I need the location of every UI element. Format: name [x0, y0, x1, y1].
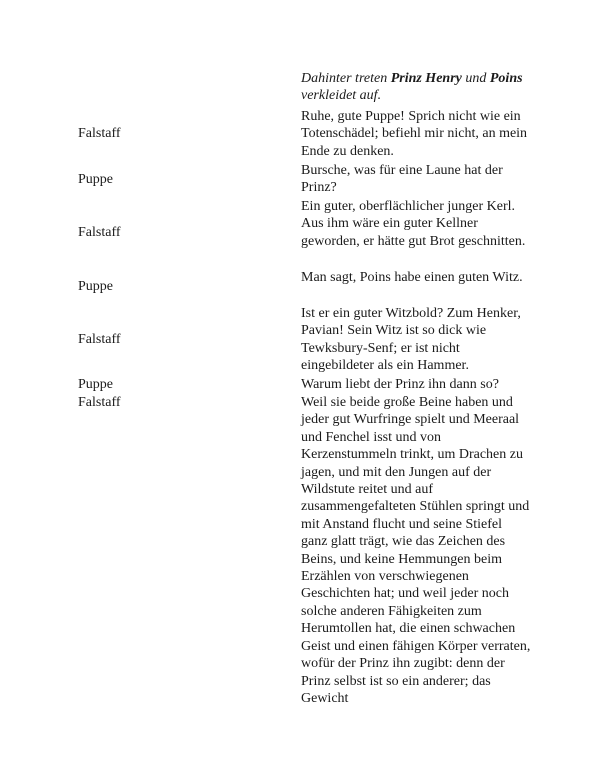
- speech-text: Weil sie beide große Beine haben und jeder gut Wurfringe spielt und Meeraal und Fenchel isst und von Kerzenstummeln trinkt, um Drachen zu jagen, und mit den Jungen auf der Wildstute reitet und auf zusammengefalteten Stühlen springt und mit Anstand flucht und seine Stiefel ganz glatt trägt, wie das Zeichen des Beins, und keine Hemmungen beim Erzählen von verschwiegenen Geschichten hat; und weil jeder noch solche anderen Fähigkeiten zum Herumtollen hat, die einen schwachen Geist und einen fähigen Körper verraten, wofür der Prinz ihn zugibt: denn der Prinz selbst ist so ein anderer; das Gewicht: [301, 395, 531, 706]
- speech-text: Ein guter, oberflächlicher junger Kerl. Aus ihm wäre ein guter Kellner geworden, er hätte gut Brot geschnitten.: [301, 199, 526, 249]
- character-name-poins: Poins: [489, 71, 523, 86]
- speaker-name: Puppe: [78, 377, 113, 392]
- stage-direction-text: Dahinter treten: [301, 71, 391, 86]
- speaker-name: Puppe: [78, 172, 113, 187]
- stage-direction: [301, 70, 531, 105]
- stage-direction-text: und: [461, 71, 490, 86]
- speaker-name: Falstaff: [78, 395, 121, 410]
- speaker-name: Falstaff: [78, 225, 121, 240]
- speaker-name: Falstaff: [78, 332, 121, 347]
- speech-text: Ist er ein guter Witzbold? Zum Henker, Pavian! Sein Witz ist so dick wie Tewksbury-Senf; er ist nicht eingebildeter als ein Hammer.: [301, 306, 521, 374]
- speech-text: Man sagt, Poins habe einen guten Witz.: [301, 270, 523, 285]
- character-name-prinz-henry: Prinz Henry: [390, 71, 462, 86]
- speaker-name: Puppe: [78, 279, 113, 294]
- speech-text: Warum liebt der Prinz ihn dann so?: [301, 377, 499, 392]
- stage-direction-text: verkleidet auf.: [301, 88, 382, 104]
- speech-text: Bursche, was für eine Laune hat der Prinz?: [301, 163, 503, 196]
- speech-text: Ruhe, gute Puppe! Sprich nicht wie ein Totenschädel; befiehl mir nicht, an mein Ende zu denken.: [301, 109, 528, 159]
- speaker-name: Falstaff: [78, 126, 121, 141]
